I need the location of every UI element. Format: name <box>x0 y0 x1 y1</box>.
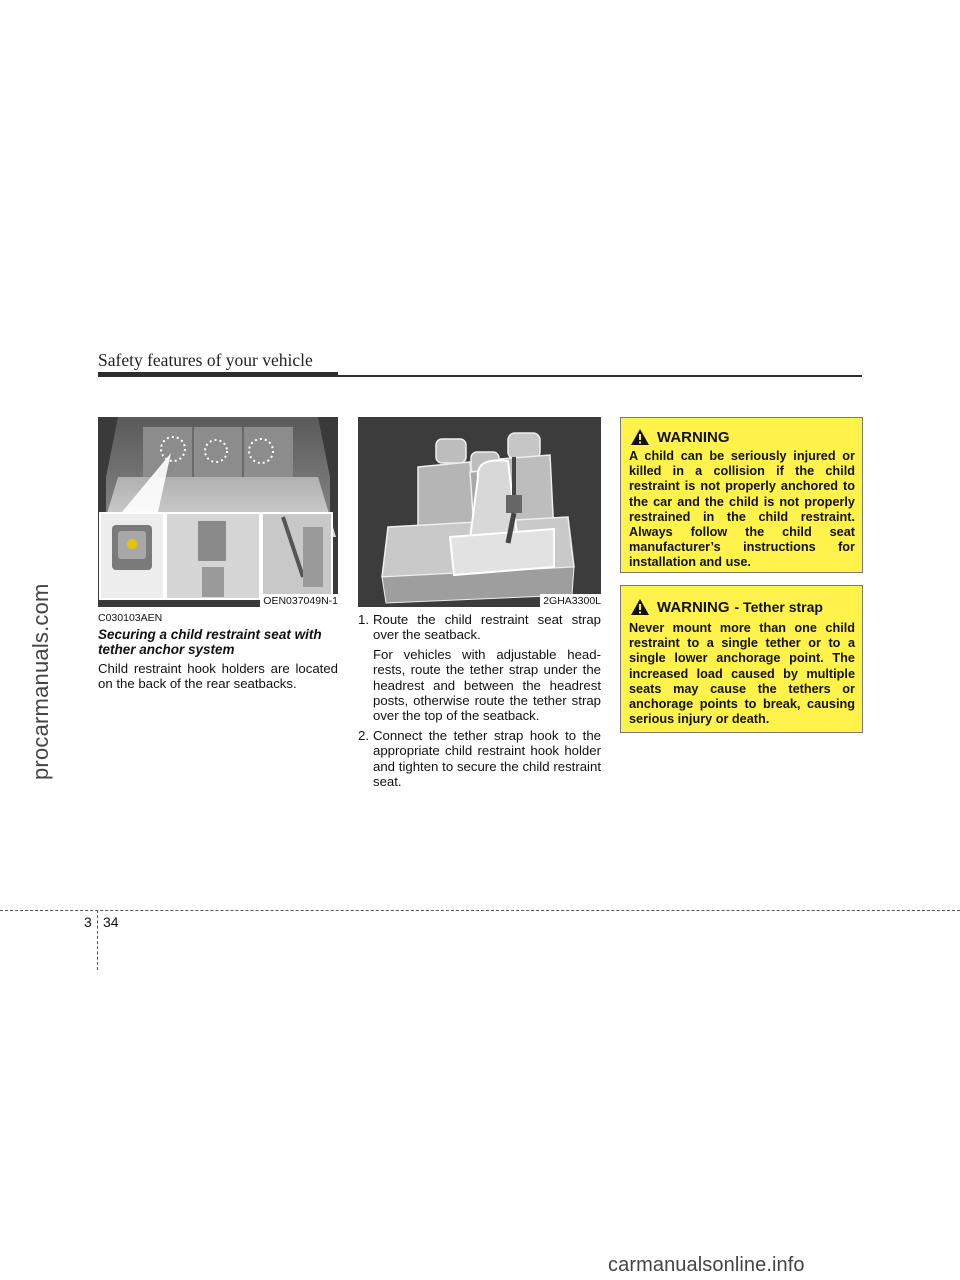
side-watermark <box>2 480 53 780</box>
step-text: For vehicles with adjustable head-rests, route the tether strap under the headrest and between the headrest posts, otherwise route the tether strap over the top of the seatback. <box>373 646 601 724</box>
warning-body: A child can be seriously injured or killed in a collision if the child restraint is not properly anchored to the car and the child is not properly restrained in the child restraint. Always follow the child seat manufacturer’s instructions for installation and use. <box>629 449 855 570</box>
warning-title: WARNING <box>657 428 730 446</box>
figure-child-seat-tether <box>358 417 601 607</box>
reference-code: C030103AEN <box>98 612 163 624</box>
header-rule-thin <box>338 375 862 377</box>
figure-code: OEN037049N-1 <box>260 594 338 607</box>
cargo-illustration <box>98 417 338 607</box>
footer-dashed-divider <box>97 910 98 970</box>
step-number: 1. <box>358 612 369 627</box>
instruction-steps <box>358 612 601 789</box>
warning-title: WARNING <box>657 598 730 616</box>
warning-triangle-icon <box>630 428 650 446</box>
step-item <box>358 728 601 790</box>
step-text: Connect the tether strap hook to the appropriate child restraint hook holder and tighten to secure the child restraint seat. <box>373 727 601 790</box>
warning-body: Never mount more than one child restraint to a single tether or to a single lower anchorage point. The increased load caused by multiple seats may cause the tethers or anchorage points to break, causing serious injury or death. <box>629 621 855 727</box>
warning-subtitle: - Tether strap <box>734 599 823 615</box>
figure-cargo-hook-holders <box>98 417 338 607</box>
step-text: Route the child restraint seat strap over the seatback. <box>373 612 601 643</box>
step-number: 2. <box>358 727 369 743</box>
warning-triangle-icon <box>630 598 650 616</box>
warning-header <box>630 598 823 616</box>
footer-watermark: carmanualsonline.info <box>608 1254 805 1276</box>
body-paragraph: Child restraint hook holders are located on the back of the rear seatbacks. <box>98 661 338 692</box>
figure-code: 2GHA3300L <box>540 594 601 607</box>
step-item <box>358 612 601 643</box>
page-number: 34 <box>103 914 119 930</box>
side-watermark-text: procarmanuals.com <box>28 583 53 780</box>
warning-box <box>620 417 863 573</box>
section-heading: Securing a child restraint seat with tether anchor system <box>98 627 322 657</box>
step-item <box>358 647 601 724</box>
footer-dashed-rule <box>0 910 960 911</box>
warning-box-tether-strap <box>620 585 863 733</box>
section-title: Safety features of your vehicle <box>98 350 313 370</box>
chapter-number: 3 <box>84 914 92 930</box>
child-seat-illustration <box>358 417 601 607</box>
step-number <box>358 647 373 724</box>
left-column <box>98 612 338 692</box>
warning-header <box>630 428 730 446</box>
header-rule-thick <box>98 372 338 377</box>
